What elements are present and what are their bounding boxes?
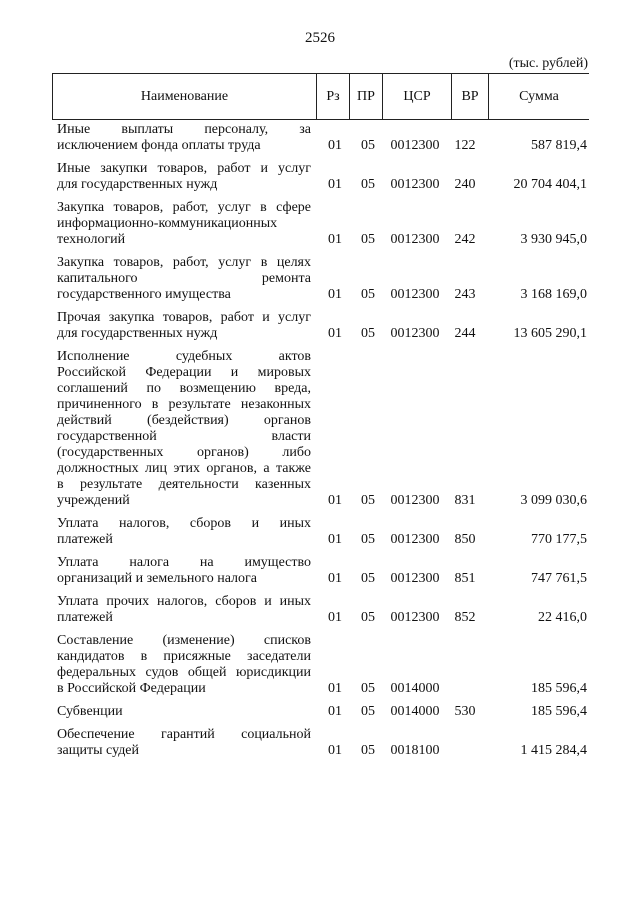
row-name bbox=[57, 255, 311, 303]
row-sum: 185 596,4 bbox=[531, 681, 587, 696]
row-vr: 244 bbox=[454, 326, 476, 341]
table-row bbox=[57, 200, 587, 248]
row-sum: 3 168 169,0 bbox=[520, 287, 587, 302]
row-rz: 01 bbox=[328, 138, 342, 153]
row-pr: 05 bbox=[361, 704, 375, 719]
row-name-line: платежей bbox=[57, 532, 113, 547]
row-name-line: капитального ремонта bbox=[57, 271, 311, 286]
row-name bbox=[57, 727, 311, 759]
row-rz: 01 bbox=[328, 177, 342, 192]
row-rz: 01 bbox=[328, 326, 342, 341]
row-vr: 240 bbox=[454, 177, 476, 192]
column-header-csr: ЦСР bbox=[383, 74, 452, 119]
row-name-line: исключением фонда оплаты труда bbox=[57, 138, 261, 153]
row-sum: 3 099 030,6 bbox=[520, 493, 587, 508]
row-pr: 05 bbox=[361, 232, 375, 247]
row-csr: 0012300 bbox=[390, 571, 440, 586]
column-header-sum: Сумма bbox=[519, 88, 559, 104]
row-name-line: государственного имущества bbox=[57, 287, 231, 302]
table-row bbox=[57, 310, 587, 342]
row-name-line: для государственных нужд bbox=[57, 326, 218, 341]
table-row bbox=[57, 555, 587, 587]
row-name-line: Иные закупки товаров, работ и услуг bbox=[57, 161, 311, 176]
row-sum: 587 819,4 bbox=[531, 138, 587, 153]
row-sum: 13 605 290,1 bbox=[513, 326, 587, 341]
table-row bbox=[57, 349, 587, 509]
row-name-line: для государственных нужд bbox=[57, 177, 218, 192]
row-vr: 242 bbox=[454, 232, 476, 247]
row-name-line: Уплата налогов, сборов и иных bbox=[57, 516, 311, 531]
row-pr: 05 bbox=[361, 571, 375, 586]
row-name bbox=[57, 594, 311, 626]
row-sum: 1 415 284,4 bbox=[520, 743, 587, 758]
row-sum: 22 416,0 bbox=[538, 610, 587, 625]
row-rz: 01 bbox=[328, 287, 342, 302]
row-name-line: технологий bbox=[57, 232, 126, 247]
row-pr: 05 bbox=[361, 138, 375, 153]
row-name bbox=[57, 349, 311, 509]
row-name bbox=[57, 122, 311, 154]
table-row bbox=[57, 633, 587, 697]
table-header bbox=[52, 73, 589, 120]
row-name bbox=[57, 310, 311, 342]
row-name-line: Составление (изменение) списков bbox=[57, 633, 311, 648]
row-name-line: в результате деятельности казенных bbox=[57, 477, 311, 492]
row-pr: 05 bbox=[361, 610, 375, 625]
row-vr: 852 bbox=[454, 610, 476, 625]
table-row bbox=[57, 516, 587, 548]
row-name bbox=[57, 161, 311, 193]
row-vr: 122 bbox=[454, 138, 476, 153]
row-sum: 770 177,5 bbox=[531, 532, 587, 547]
table-row bbox=[57, 122, 587, 154]
table-row bbox=[57, 727, 587, 759]
row-name-line: организаций и земельного налога bbox=[57, 571, 257, 586]
row-csr: 0012300 bbox=[390, 287, 440, 302]
row-name-line: действий (бездействия) органов bbox=[57, 413, 311, 428]
row-pr: 05 bbox=[361, 177, 375, 192]
column-header-name: Наименование bbox=[53, 74, 317, 119]
units-label: (тыс. рублей) bbox=[508, 56, 588, 71]
row-csr: 0018100 bbox=[390, 743, 440, 758]
row-name-line: учреждений bbox=[57, 493, 130, 508]
table-row bbox=[57, 161, 587, 193]
row-sum: 3 930 945,0 bbox=[520, 232, 587, 247]
row-csr: 0012300 bbox=[390, 138, 440, 153]
row-rz: 01 bbox=[328, 681, 342, 696]
row-name bbox=[57, 200, 311, 248]
row-name bbox=[57, 555, 311, 587]
row-name-line: Иные выплаты персоналу, за bbox=[57, 122, 311, 137]
row-pr: 05 bbox=[361, 287, 375, 302]
row-csr: 0012300 bbox=[390, 177, 440, 192]
row-rz: 01 bbox=[328, 610, 342, 625]
column-header-rz: Рз bbox=[317, 74, 350, 119]
row-csr: 0012300 bbox=[390, 610, 440, 625]
page-number: 2526 bbox=[305, 30, 335, 46]
row-name-line: Закупка товаров, работ, услуг в сфере bbox=[57, 200, 311, 215]
row-name bbox=[57, 516, 311, 548]
row-vr: 850 bbox=[454, 532, 476, 547]
row-name-line: причиненного в результате незаконных bbox=[57, 397, 311, 412]
row-rz: 01 bbox=[328, 704, 342, 719]
row-name-line: Уплата налога на имущество bbox=[57, 555, 311, 570]
row-name-line: Российской Федерации и мировых bbox=[57, 365, 311, 380]
row-name-line: информационно-коммуникационных bbox=[57, 216, 278, 231]
row-vr: 851 bbox=[454, 571, 476, 586]
column-header-vr: ВР bbox=[452, 74, 489, 119]
row-csr: 0012300 bbox=[390, 232, 440, 247]
row-name-line: в Российской Федерации bbox=[57, 681, 206, 696]
table-row bbox=[57, 704, 587, 720]
row-pr: 05 bbox=[361, 743, 375, 758]
row-name-line: должностных лиц этих органов, а также bbox=[57, 461, 311, 476]
row-name-line: платежей bbox=[57, 610, 113, 625]
row-name-line: Закупка товаров, работ, услуг в целях bbox=[57, 255, 311, 270]
row-name-line: (государственных органов) либо bbox=[57, 445, 311, 460]
row-name-line: Уплата прочих налогов, сборов и иных bbox=[57, 594, 311, 609]
row-rz: 01 bbox=[328, 493, 342, 508]
row-vr: 243 bbox=[454, 287, 476, 302]
table-body bbox=[57, 122, 587, 766]
row-name-line: Обеспечение гарантий социальной bbox=[57, 727, 311, 742]
row-name-line: государственной власти bbox=[57, 429, 311, 444]
row-name-line: Исполнение судебных актов bbox=[57, 349, 311, 364]
row-csr: 0014000 bbox=[390, 681, 440, 696]
row-name-line: федеральных судов общей юрисдикции bbox=[57, 665, 311, 680]
row-name-line: кандидатов в присяжные заседатели bbox=[57, 649, 311, 664]
row-pr: 05 bbox=[361, 532, 375, 547]
row-name-line: соглашений по возмещению вреда, bbox=[57, 381, 311, 396]
row-pr: 05 bbox=[361, 681, 375, 696]
row-vr: 831 bbox=[454, 493, 476, 508]
row-sum: 20 704 404,1 bbox=[513, 177, 587, 192]
row-name bbox=[57, 704, 311, 720]
row-pr: 05 bbox=[361, 493, 375, 508]
row-vr: 530 bbox=[454, 704, 476, 719]
row-rz: 01 bbox=[328, 532, 342, 547]
row-rz: 01 bbox=[328, 232, 342, 247]
row-name bbox=[57, 633, 311, 697]
row-csr: 0012300 bbox=[390, 493, 440, 508]
row-sum: 185 596,4 bbox=[531, 704, 587, 719]
row-pr: 05 bbox=[361, 326, 375, 341]
row-rz: 01 bbox=[328, 571, 342, 586]
row-rz: 01 bbox=[328, 743, 342, 758]
row-name-line: Прочая закупка товаров, работ и услуг bbox=[57, 310, 311, 325]
row-name-line: защиты судей bbox=[57, 743, 140, 758]
column-header-pr: ПР bbox=[350, 74, 383, 119]
row-csr: 0014000 bbox=[390, 704, 440, 719]
row-sum: 747 761,5 bbox=[531, 571, 587, 586]
row-name-line: Субвенции bbox=[57, 704, 123, 719]
table-row bbox=[57, 594, 587, 626]
row-csr: 0012300 bbox=[390, 326, 440, 341]
table-row bbox=[57, 255, 587, 303]
row-csr: 0012300 bbox=[390, 532, 440, 547]
